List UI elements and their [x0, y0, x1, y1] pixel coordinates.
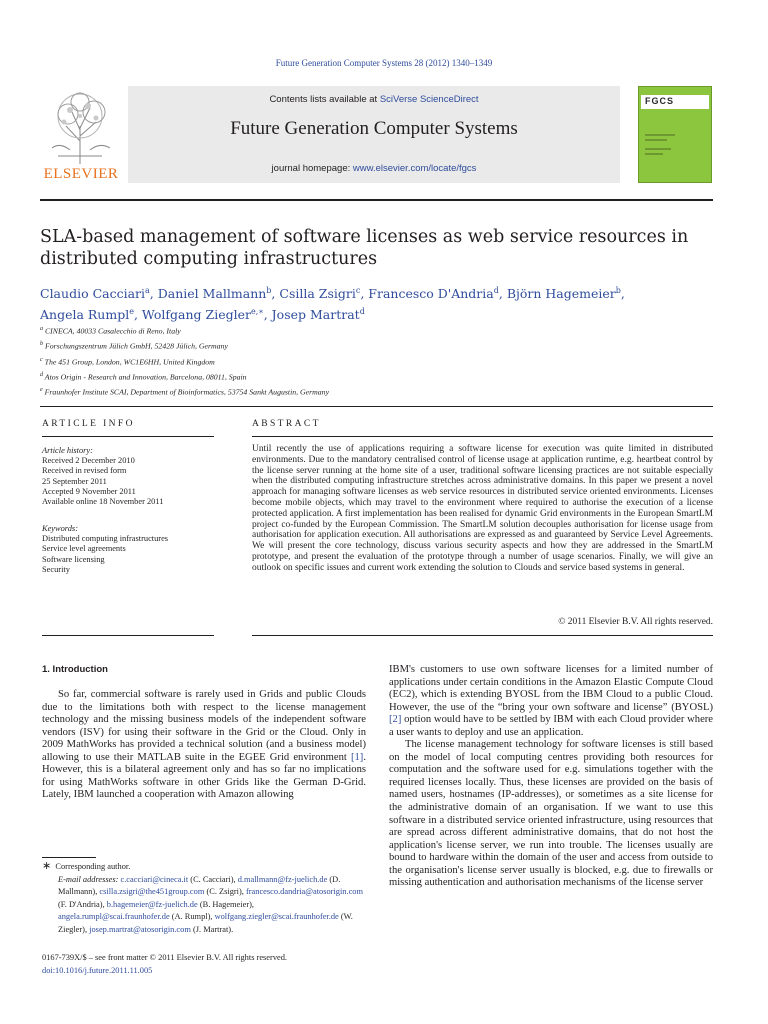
article-info-bottom-rule — [42, 635, 214, 636]
history-entry: Received in revised form — [42, 466, 127, 476]
right-paragraph-1 — [389, 664, 713, 739]
journal-cover-thumbnail — [638, 86, 712, 183]
author-affiliation-mark: b — [615, 286, 621, 295]
email-link[interactable]: b.hagemeier@fz-juelich.de — [106, 899, 198, 909]
affiliation-text: Fraunhofer Institute SCAI, Department of Bioinformatics, 53754 Sankt Augustin, Germany — [42, 387, 330, 397]
journal-reference[interactable]: Future Generation Computer Systems 28 (2012) 1340–1349 — [275, 58, 493, 68]
author-affiliation-mark: b — [266, 286, 272, 295]
email-owner: (A. Rumpl), — [169, 912, 215, 922]
email-link[interactable]: d.mallmann@fz-juelich.de — [237, 874, 328, 884]
authors-line-2: Angela Rumpl$^e$, Wolfgang Ziegler$^{e,∗}$, Josep Martrat$^d$ — [40, 307, 365, 323]
affiliation-text: CINECA, 40033 Casalecchio di Reno, Italy — [43, 326, 181, 336]
corresponding-label: Corresponding author. — [55, 862, 131, 871]
email-owner: (C. Cacciari), — [188, 874, 238, 884]
issn-line: 0167-739X/$ – see front matter © 2011 Elsevier B.V. All rights reserved. — [42, 953, 288, 962]
abstract-text: Until recently the use of applications requiring a software license for execution was quite limited in distributed environments. Due to the mandatory centralised control of license usage at application runtime, e.g. heartbeat control by the license server running at the home site of a user, traditional software licensing practices are not suitable especially when the distributed computing infrastructure stretches across administrative domains. In this paper we present a novel approach for managing software licenses as web service resources in distributed service oriented environments. Licenses become mobile objects, which may travel to the environment where required to authorise the execution of a license protected application. A first implementation has been realised for dynamic Grid environments in the European SmartLM project co-funded by the European Commission. The SmartLM solution decouples authorisation for license usage from authorisation for application execution. All authorisations are expressed as and guaranteed by Service Level Agreements. We will present the core technology, discuss various security aspects and how they are addressed in the SmartLM prototype, and present the evaluation of the prototype through a number of usage scenarios. Finally, we will give an outlook on specific issues and current work extending the solution to Clouds and service based systems in general. — [252, 444, 713, 573]
citation-link-1[interactable]: [1] — [350, 751, 364, 763]
sciencedirect-link[interactable]: SciVerse ScienceDirect — [379, 94, 479, 105]
email-link[interactable]: angela.rumpl@scai.fraunhofer.de — [58, 912, 170, 922]
affiliation-item — [40, 338, 640, 353]
publication-info — [42, 952, 366, 977]
affiliation-text: The 451 Group, London, WC1E6HH, United Kingdom — [42, 357, 215, 367]
doi-link[interactable]: doi:10.1016/j.future.2011.11.005 — [42, 965, 153, 975]
cover-title: FGCS — [645, 96, 675, 106]
contents-availability — [128, 94, 620, 105]
journal-header — [40, 86, 716, 186]
email-link[interactable]: francesco.dandria@atosorigin.com — [245, 887, 363, 897]
abstract-rule — [252, 436, 713, 437]
keywords-block — [42, 524, 214, 575]
email-owner: (J. Martrat). — [190, 924, 234, 934]
body-left-column — [42, 664, 366, 802]
keyword-item: Software licensing — [42, 554, 105, 564]
keyword-item: Security — [42, 564, 70, 574]
article-history — [42, 446, 214, 507]
author-affiliation-mark: a — [145, 286, 150, 295]
intro-text-a: So far, commercial software is rarely used in Grids and public Clouds due to the limitations both with respect to the license management technology and the missing business models of the independent software vendors (ISV) for using their software in the Grid or the Cloud. Only in 2009 MathWorks has provided a technical solution (and a business model) allowing to use their MATLAB suite in the EGEE Grid environment — [42, 689, 366, 763]
author-affiliation-mark: d — [493, 286, 499, 295]
affiliation-mark: c — [40, 356, 43, 363]
footnote-rule — [42, 857, 96, 858]
author-affiliation-mark: d — [359, 307, 365, 317]
affiliation-text: Forschungszentrum Jülich GmbH, 52428 Jülich, Germany — [43, 341, 228, 351]
right-text-a: IBM's customers to use own software licenses for a limited number of applications under certain conditions in the Amazon Elastic Compute Cloud (EC2), which is extending BYOSL from the IBM Cloud to a public Cloud. However, the use of the “bring your own software and license” (BYOSL) — [389, 664, 713, 713]
author-name[interactable]: Claudio Cacciari — [40, 286, 146, 302]
email-owner: (C. Zsigri), — [204, 887, 246, 897]
author-name[interactable]: Angela Rumpl — [40, 307, 130, 323]
history-entry: 25 September 2011 — [42, 476, 107, 486]
article-info-rule — [42, 436, 214, 437]
footnotes — [42, 860, 366, 937]
journal-homepage — [128, 163, 620, 174]
keywords-label: Keywords: — [42, 524, 78, 533]
homepage-prefix: journal homepage: — [271, 163, 353, 174]
right-text-b: option would have to be settled by IBM with each Cloud provider where a user wants to deploy and use an application. — [389, 714, 713, 738]
elsevier-tree-logo — [40, 86, 122, 186]
email-link[interactable]: csilla.zsigri@the451group.com — [99, 887, 205, 897]
email-label: E-mail addresses: — [58, 874, 121, 884]
author-affiliation-mark: e — [129, 307, 134, 317]
email-owner: (B. Hagemeier), — [197, 899, 254, 909]
affiliations — [40, 323, 640, 399]
keywords-list — [42, 534, 214, 575]
author-name[interactable]: Csilla Zsigri — [279, 286, 356, 302]
journal-title: Future Generation Computer Systems — [230, 118, 518, 139]
authors-line-1: Claudio Cacciari$^a$, Daniel Mallmann$^b$, Csilla Zsigri$^c$, Francesco D'Andria$^d$, Björn Hagemeier$^b$, — [40, 286, 625, 302]
email-link[interactable]: josep.martrat@atosorigin.com — [89, 924, 191, 934]
article-title — [40, 226, 720, 270]
intro-text-b: . However, this is a bilateral agreement only and has so far no implications for using MathWorks software in other Grids like the German D-Grid. Lately, IBM launched a cooperation with Amazon allowing — [42, 751, 366, 801]
homepage-link[interactable]: www.elsevier.com/locate/fgcs — [352, 163, 477, 174]
affiliation-text: Atos Origin - Research and Innovation, Barcelona, 08011, Spain — [43, 372, 247, 382]
body-right-column — [389, 664, 713, 890]
author-name[interactable]: Josep Martrat — [271, 307, 360, 323]
intro-paragraph-1 — [42, 689, 366, 802]
cover-text-lines — [645, 131, 685, 159]
email-addresses — [42, 874, 366, 937]
header-divider — [40, 199, 713, 201]
affiliation-mark: e — [40, 387, 43, 394]
corresponding-author-note — [42, 860, 366, 874]
elsevier-wordmark: ELSEVIER — [43, 166, 119, 182]
author-name[interactable]: Daniel Mallmann — [157, 286, 267, 302]
email-link[interactable]: c.cacciari@cineca.it — [120, 874, 189, 884]
author-list — [40, 282, 720, 324]
info-divider-top — [40, 406, 713, 407]
asterisk-mark: ∗ — [42, 860, 52, 872]
keyword-item: Service level agreements — [42, 544, 126, 554]
abstract-copyright: © 2011 Elsevier B.V. All rights reserved. — [558, 617, 713, 627]
affiliation-item — [40, 384, 640, 399]
email-owner: (F. D'Andria), — [58, 899, 107, 909]
abstract-heading: ABSTRACT — [252, 419, 321, 429]
history-label: Article history: — [42, 446, 93, 455]
email-owner: (W. Ziegler), — [58, 912, 353, 934]
section-heading-introduction: 1. Introduction — [42, 664, 108, 675]
history-entry: Available online 18 November 2011 — [42, 497, 164, 507]
history-entry: Received 2 December 2010 — [42, 456, 135, 466]
email-owner: (D. Mallmann), — [58, 874, 341, 897]
author-affiliation-mark: e,∗ — [251, 307, 264, 317]
right-paragraph-2: The license management technology for software licenses is still based on the model of local computing centres providing both resources for computation and the software used for e.g. simulations together with the required licenses locally. Thus, these licenses are provided on the basis of named users, hostnames (IP-addresses), or sometimes as a site license for the administrative domain of an organisation. If we want to use this software in a distributed service oriented infrastructure, using resources that are spread across different administrative domains, that do not host the application's license server, we run into trouble. The licenses usually are bound to hardware within the domain of the user and access from outside to the organisation's license server usually is blocked, e.g. due to firewalls or missing authentication and authorisation mechanisms of the license server — [389, 739, 713, 889]
author-name[interactable]: Francesco D'Andria — [368, 286, 494, 302]
affiliation-mark: b — [40, 341, 43, 348]
citation-link-2[interactable]: [2] — [389, 714, 402, 726]
contents-prefix: Contents lists available at — [269, 94, 380, 105]
title-line-1: SLA-based management of software licenses as web service resources in — [40, 227, 689, 247]
affiliation-item — [40, 369, 640, 384]
affiliation-mark: d — [40, 371, 43, 378]
email-link[interactable]: wolfgang.ziegler@scai.fraunhofer.de — [214, 912, 339, 922]
author-affiliation-mark: c — [355, 286, 361, 295]
history-list — [42, 456, 214, 507]
author-name[interactable]: Wolfgang Ziegler — [141, 307, 251, 323]
title-line-2: distributed computing infrastructures — [40, 249, 378, 269]
history-entry: Accepted 9 November 2011 — [42, 486, 136, 496]
author-name[interactable]: Björn Hagemeier — [506, 286, 616, 302]
abstract-bottom-rule — [252, 635, 713, 636]
affiliation-item — [40, 354, 640, 369]
article-info-heading: ARTICLE INFO — [42, 419, 135, 429]
affiliation-mark: a — [40, 326, 43, 332]
keyword-item: Distributed computing infrastructures — [42, 534, 169, 544]
affiliation-item — [40, 323, 640, 338]
